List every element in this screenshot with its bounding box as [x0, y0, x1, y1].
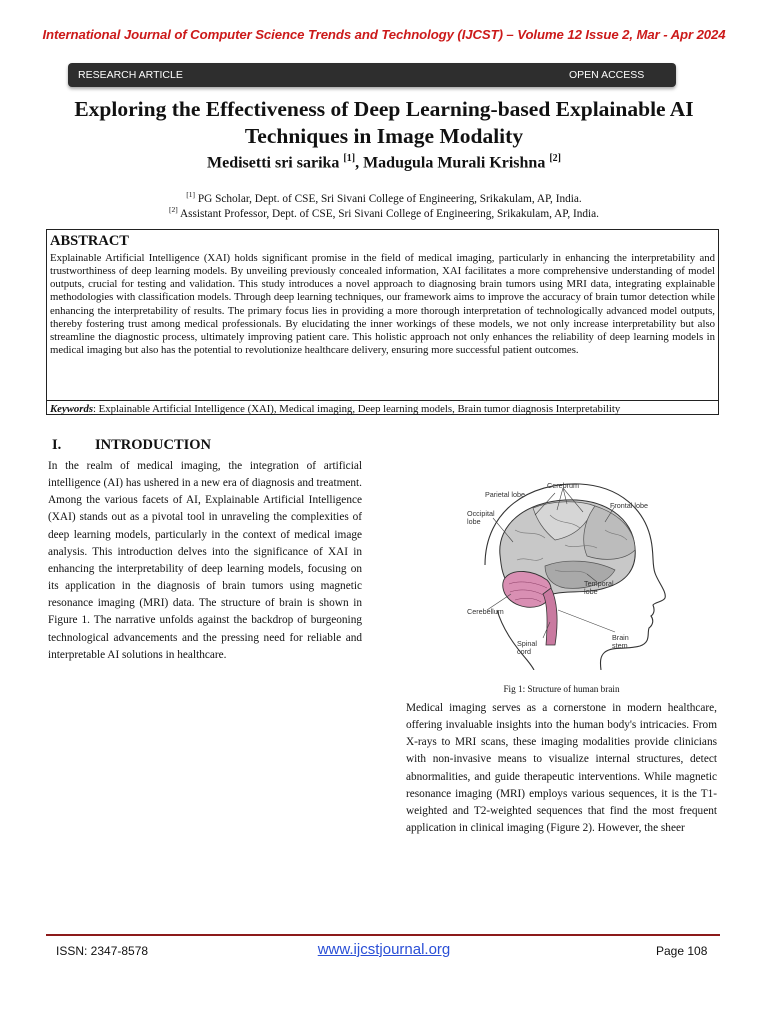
authors — [0, 153, 768, 172]
research-article-label: RESEARCH ARTICLE — [78, 69, 183, 81]
introduction-paragraph-2: Medical imaging serves as a cornerstone in modern healthcare, offering invaluable insights into the human body's intricacies. From X-rays to MRI scans, these imaging modalities provide clinicians with non-invasive means to visualize internal structures, detect abnormalities, and guide therapeutic interventions. While magnetic resonance imaging (MRI) employs various sequences, it is the T1-weighted and T2-weighted sequences that find the most frequent application in clinical imaging (Figure 2). However, the sheer — [406, 702, 717, 835]
affiliation-2-mark: [2] — [168, 205, 178, 214]
brain-illustration — [455, 470, 670, 670]
label-parietal-lobe: Parietal lobe — [485, 490, 525, 499]
abstract-box — [46, 229, 719, 415]
affiliation-1-mark: [1] — [186, 190, 195, 199]
article-banner — [68, 63, 676, 87]
label-frontal-lobe: Frontal lobe — [610, 501, 648, 510]
keywords-text: : Explainable Artificial Intelligence (XAI), Medical imaging, Deep learning models, Brain tumor diagnosis Interpretability — [93, 403, 621, 415]
author-2-mark: [2] — [549, 153, 561, 164]
affiliation-1 — [0, 190, 768, 205]
author-1-mark: [1] — [343, 153, 356, 164]
section-heading-introduction — [52, 437, 211, 454]
figure-caption: Fig 1: Structure of human brain — [503, 684, 620, 694]
introduction-paragraph-1: In the realm of medical imaging, the integration of artificial intelligence (AI) has ushered in a new era of diagnosis and treatment. Among the various facets of AI, Explainable Artificial Intelligence (XAI) stands out as a pivotal tool in unraveling the complexities of deep learning models, particularly in the context of medical image analysis. This introduction delves into the significance of XAI in enhancing the interpretability of deep learning models, focusing on its application in the diagnosis of brain tumors using magnetic resonance imaging (MRI) data. The structure of brain is shown in Figure 1. The narrative unfolds against the backdrop of burgeoning technological advancements and the pressing need for reliable and interpretable AI solutions in healthcare. — [48, 460, 362, 661]
author-2: Madugula Murali Krishna — [363, 154, 546, 172]
brain-structure-figure — [455, 470, 670, 670]
affiliation-2-text: Assistant Professor, Dept. of CSE, Sri Sivani College of Engineering, Srikakulam, AP, India. — [179, 207, 600, 220]
label-brain-stem: Brain stem — [612, 633, 629, 650]
paper-title-line-2: Techniques in Image Modality — [244, 124, 524, 148]
section-title: INTRODUCTION — [95, 437, 212, 453]
paper-title-line-1: Exploring the Effectiveness of Deep Learning-based Explainable AI — [74, 97, 694, 121]
label-temporal-lobe: Temporal lobe — [584, 579, 614, 596]
brain-stem — [543, 588, 557, 645]
abstract-text: Explainable Artificial Intelligence (XAI) holds significant promise in the field of medical imaging, particularly in enhancing the interpretability and trustworthiness of deep learning models. By unveiling previously concealed information, XAI facilitates a more comprehensive understanding of model outputs, crucial for testing and validation. This study introduces a novel approach to diagnosing brain tumors using MRI data, integrating explainable methodologies with classification models. Through deep learning techniques, our framework aims to improve the accuracy of brain tumor detection while enhancing the interpretability of results. The primary focus lies in providing a more thorough interpretation of technologically advanced model outputs, thereby fostering trust among medical professionals. By elucidating the inner workings of these models, we not only increase interpretability but also streamline the diagnostic process, ultimately improving patient care. This holistic approach not only enhances the reliability of deep learning models in medical imaging but also has the potential to revolutionize healthcare delivery, ensuring more successful patient outcomes. — [50, 252, 715, 357]
author-separator: , — [355, 154, 364, 172]
abstract-heading: ABSTRACT — [50, 233, 129, 249]
keywords-row — [47, 400, 718, 416]
affiliation-2 — [0, 205, 768, 220]
label-cerebrum: Cerebrum — [547, 481, 579, 490]
journal-header: International Journal of Computer Science Trends and Technology (IJCST) – Volume 12 Issue 2, Mar - Apr 2024 — [42, 27, 726, 42]
author-1: Medisetti sri sarika — [206, 154, 340, 172]
section-number: I. — [52, 437, 62, 453]
footer-rule — [46, 934, 720, 936]
keywords-label: Keywords — [50, 403, 93, 415]
footer-issn: ISSN: 2347-8578 — [56, 944, 149, 958]
label-occipital-lobe: Occipital lobe — [467, 509, 495, 526]
footer-page-number: Page 108 — [656, 944, 708, 958]
affiliation-1-text: PG Scholar, Dept. of CSE, Sri Sivani College of Engineering, Srikakulam, AP, India. — [197, 192, 582, 205]
label-cerebellum: Cerebellum — [467, 607, 504, 616]
paper-title — [40, 96, 728, 150]
footer-journal-link[interactable]: www.ijcstjournal.org — [317, 941, 451, 958]
open-access-label: OPEN ACCESS — [569, 69, 645, 81]
label-spinal-cord: Spinal cord — [517, 639, 537, 656]
